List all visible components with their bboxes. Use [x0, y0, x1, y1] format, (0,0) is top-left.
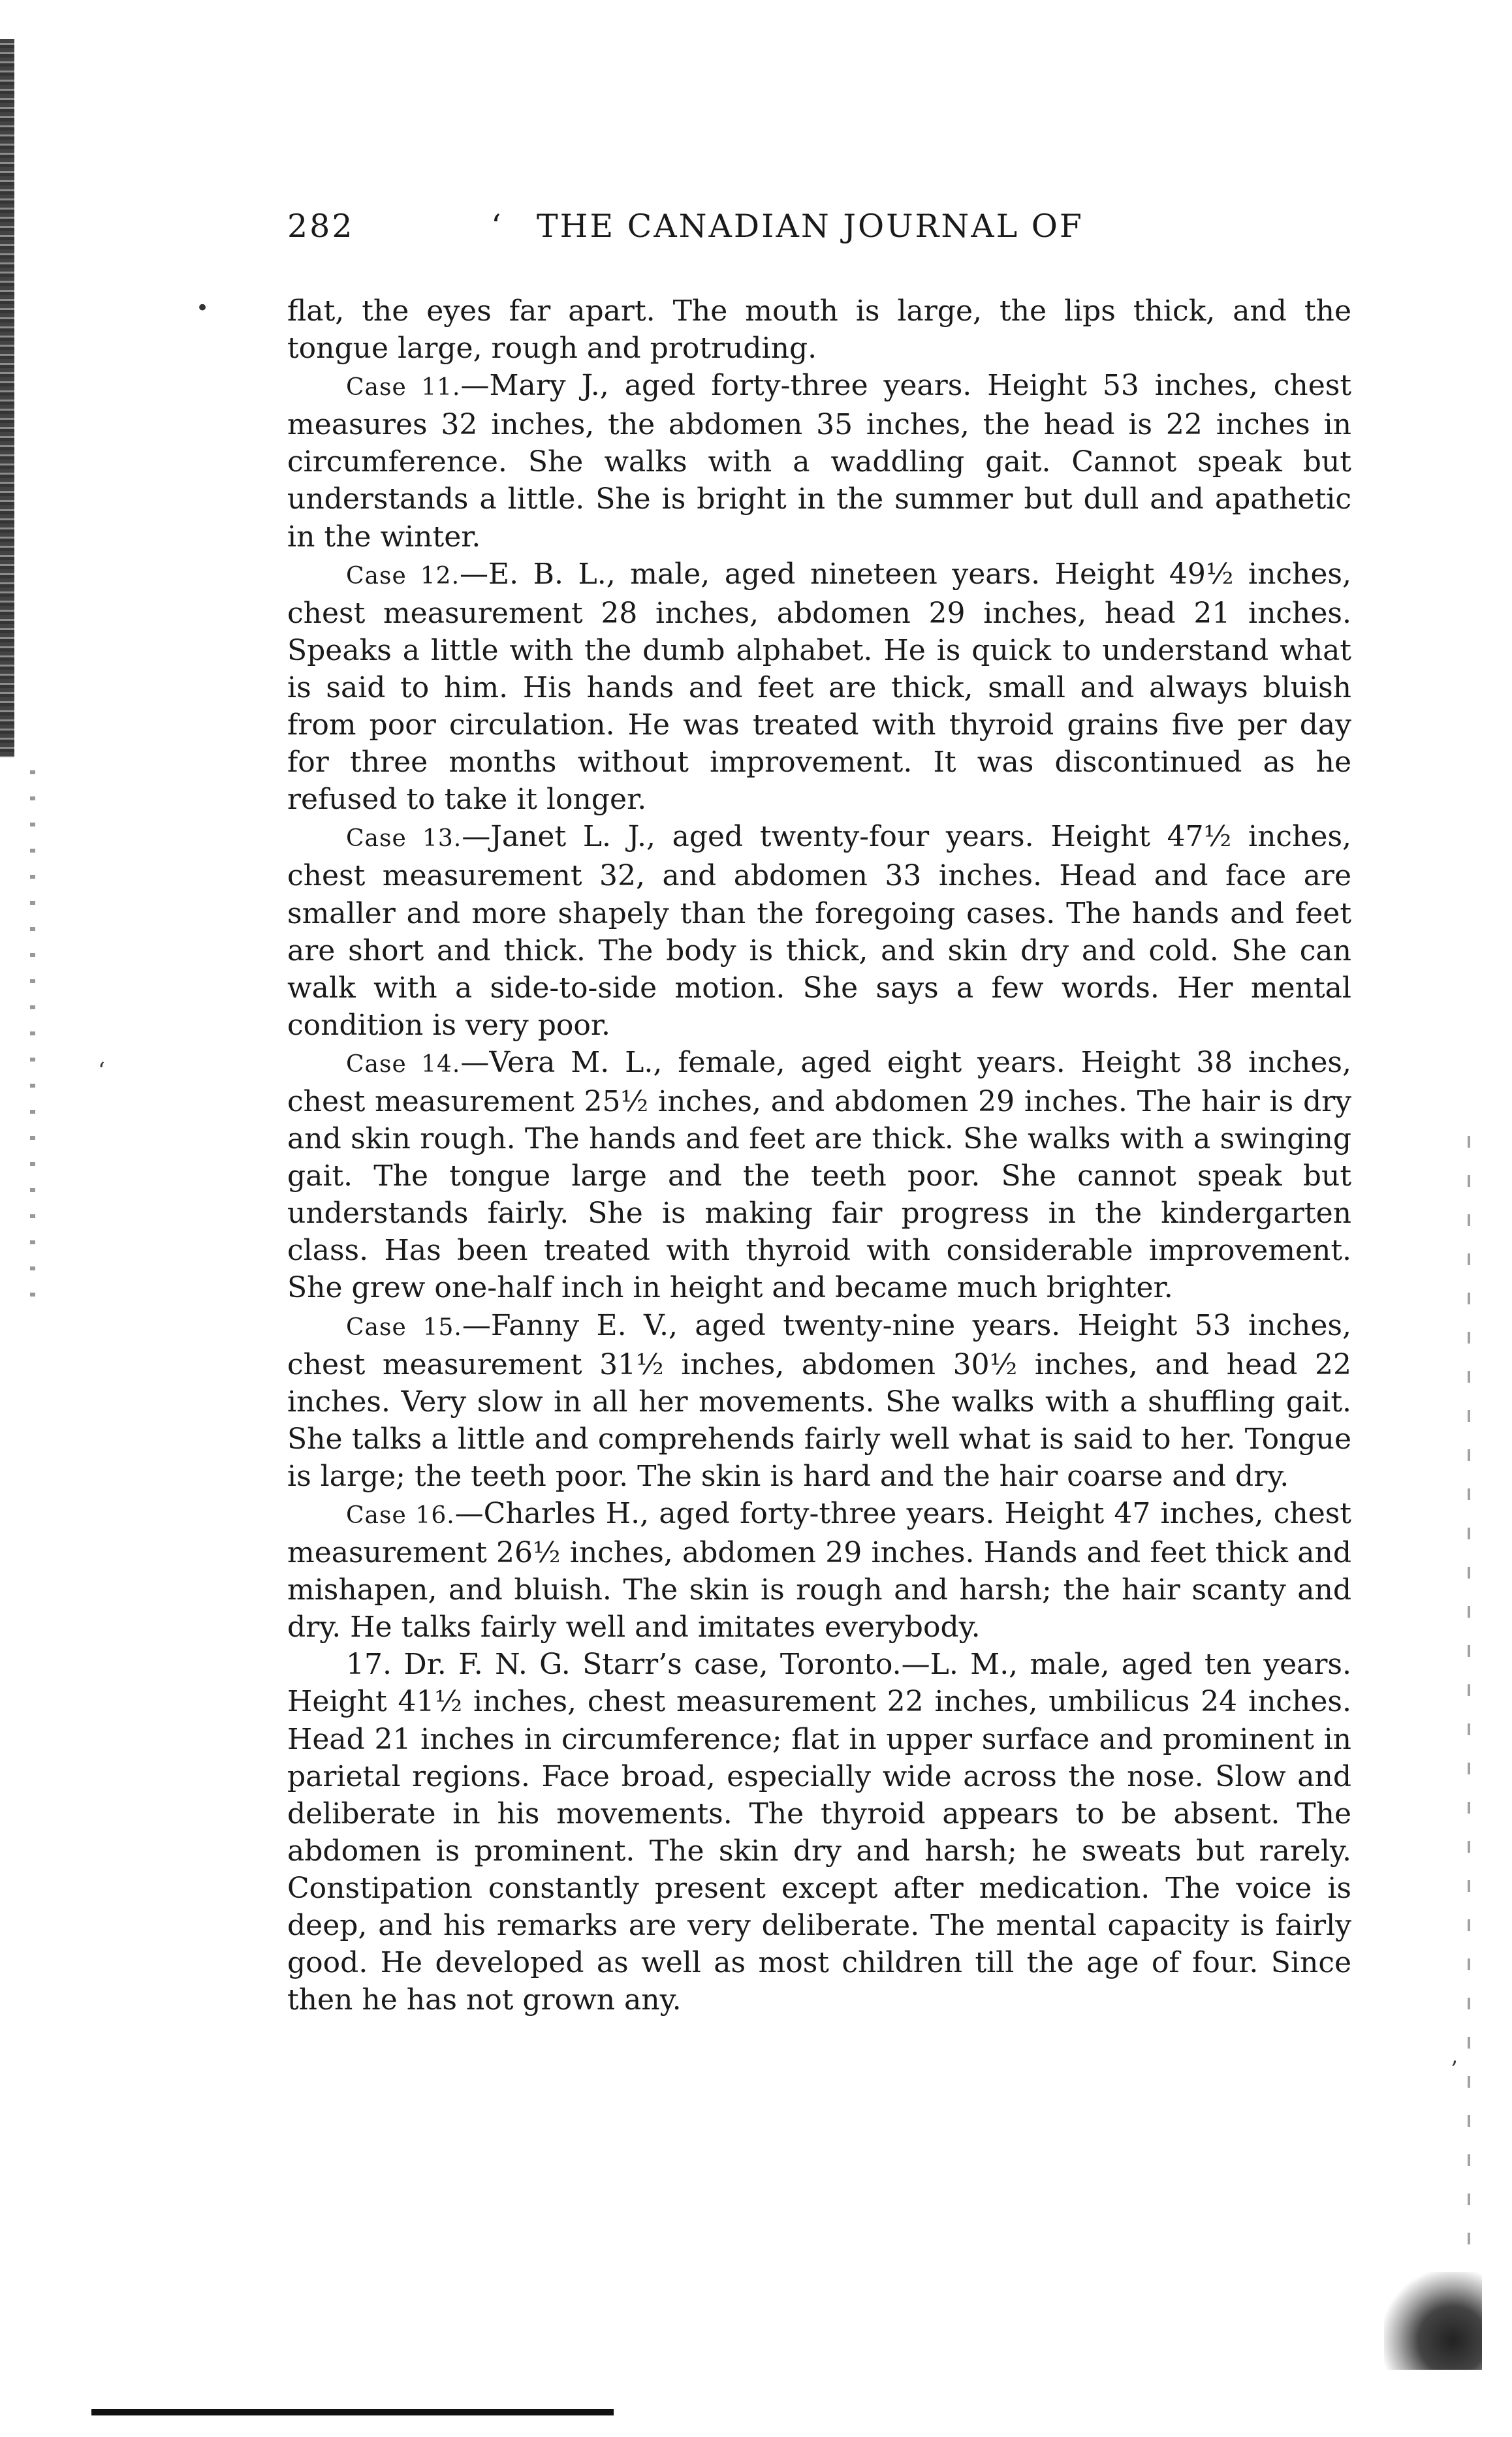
binding-edge-scan-artifact [0, 39, 14, 757]
case-label: Case 16. [346, 1502, 455, 1529]
paragraph-case-16 [287, 1495, 1351, 1646]
article-body [287, 292, 1351, 2019]
case-label: Case 14. [346, 1050, 461, 1078]
paragraph-continuation [287, 292, 1351, 367]
paragraph-text: —Fanny E. V., aged twenty-nine years. Height 53 inches, chest measurement 31½ inches, abdomen 30½ inches, and head 22 inches. Very slow in all her movements. She walks with a shuffling gait. She talks a little and comprehends fairly well what is said to her. Tongue is large; the teeth poor. The skin is hard and the hair coarse and dry. [287, 1308, 1351, 1493]
case-label: 17. [346, 1648, 392, 1682]
bottom-rule-artifact [91, 2409, 614, 2415]
paragraph-case-14 [287, 1044, 1351, 1307]
margin-mark-left-upper: • [196, 295, 210, 321]
margin-mark-left-middle: ‘ [98, 1058, 105, 1084]
paragraph-case-13 [287, 818, 1351, 1044]
right-margin-scan-artifact [1468, 1136, 1470, 2246]
case-label: Case 13. [346, 825, 462, 853]
paragraph-case-12 [287, 556, 1351, 819]
paragraph-text: —Mary J., aged forty-three years. Height 53 inches, chest measures 32 inches, the abdomen 35 inches, the head is 22 inches in circumference. She walks with a waddling gait. Cannot speak but understands a little. She is bright in the summer but dull and apathetic in the winter. [287, 369, 1352, 554]
paragraph-case-15 [287, 1307, 1351, 1495]
header-separator: ‘ [491, 208, 503, 245]
paragraph-text: —Janet L. J., aged twenty-four years. Height 47½ inches, chest measurement 32, and abdomen 33 inches. Head and face are smaller and more shapely than the foregoing cases. The hands and feet are short and thick. The body is thick, and skin dry and cold. She can walk with a side-to-side motion. She says a few words. Her mental condition is very poor. [287, 820, 1352, 1042]
binding-dots-scan-artifact [30, 770, 35, 1306]
running-header [287, 208, 1201, 260]
case-label: Case 15. [346, 1313, 462, 1341]
paragraph-case-17 [287, 1646, 1351, 2019]
paragraph-text: —E. B. L., male, aged nineteen years. Height 49½ inches, chest measurement 28 inches, abdomen 29 inches, head 21 inches. Speaks a little with the dumb alphabet. He is quick to understand what is said to him. His hands and feet are thick, small and always bluish from poor circulation. He was treated with thyroid grains five per day for three months without improvement. It was discontinued as he refused to take it longer. [287, 557, 1352, 817]
paragraph-text: —Vera M. L., female, aged eight years. Height 38 inches, chest measurement 25½ inches, and abdomen 29 inches. The hair is dry and skin rough. The hands and feet are thick. She walks with a swinging gait. The tongue large and the teeth poor. She cannot speak but understands fairly. She is making fair progress in the kindergarten class. Has been treated with thyroid with considerable improvement. She grew one-half inch in height and became much brighter. [287, 1045, 1351, 1305]
margin-mark-right-lower: ’ [1451, 2056, 1458, 2083]
paragraph-text: —Charles H., aged forty-three years. Height 47 inches, chest measurement 26½ inches, abdomen 29 inches. Hands and feet thick and mishapen, and bluish. The skin is rough and harsh; the hair scanty and dry. He talks fairly well and imitates everybody. [287, 1497, 1351, 1644]
paragraph-case-11 [287, 367, 1351, 555]
paragraph-text: flat, the eyes far apart. The mouth is large, the lips thick, and the tongue large, rough and protruding. [287, 294, 1351, 366]
running-title: THE CANADIAN JOURNAL OF [537, 208, 1084, 245]
paragraph-text: Dr. F. N. G. Starr’s case, Toronto.—L. M., male, aged ten years. Height 41½ inches, chest measurement 22 inches, umbilicus 24 inches. Head 21 inches in circumference; flat in upper surface and prominent in parietal regions. Face broad, especially wide across the nose. Slow and deliberate in his movements. The thyroid appears to be absent. The abdomen is prominent. The skin dry and harsh; he sweats but rarely. Constipation constantly present except after medication. The voice is deep, and his remarks are very deliberate. The mental capacity is fairly good. He developed as well as most children till the age of four. Since then he has not grown any. [287, 1648, 1351, 2017]
case-label: Case 12. [346, 562, 460, 590]
case-label: Case 11. [346, 374, 461, 401]
page-number: 282 [287, 208, 354, 245]
corner-smudge-artifact [1384, 2272, 1482, 2370]
